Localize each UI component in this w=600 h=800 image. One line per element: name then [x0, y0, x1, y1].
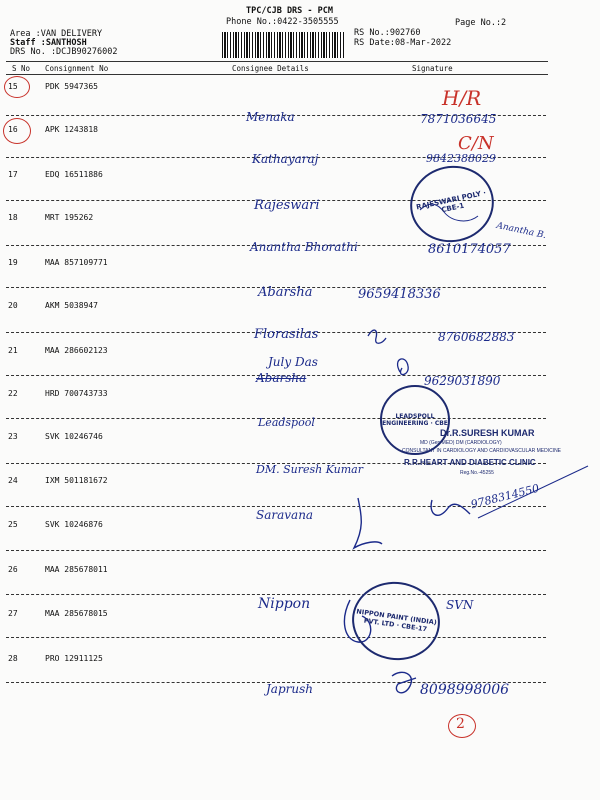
row-sno: 20 — [8, 301, 18, 310]
col-consignee: Consignee Details — [232, 64, 309, 73]
consignee-abarsha: Abarsha — [258, 285, 313, 300]
phone-japrush: 8098998006 — [420, 682, 510, 698]
signature-japrush — [392, 672, 416, 692]
signature-julydas — [398, 359, 409, 375]
signature-svn: SVN — [446, 598, 474, 612]
consignee-anantha: Anantha Bhorathi — [250, 240, 358, 254]
signature-saravana — [354, 498, 382, 548]
row-sno: 27 — [8, 609, 18, 618]
phone-kathayaraj: 9842388029 — [426, 152, 496, 165]
row-consignment: MAA 857109771 — [45, 258, 108, 267]
consignee-menaka: Menaka — [246, 110, 295, 124]
row-sno: 26 — [8, 565, 18, 574]
row-sno: 25 — [8, 520, 18, 529]
row-consignment: MRT 195262 — [45, 213, 94, 222]
row-consignment: SVK 10246876 — [45, 520, 103, 529]
consignee-julydas: July Das — [268, 355, 318, 369]
staff-label: Staff :SANTHOSH — [10, 38, 87, 48]
row-sno: 28 — [8, 654, 18, 663]
page-circle-number: 2 — [456, 716, 465, 732]
doctor-specialty-stamp: CONSULTANT IN CARDIOLOGY AND CARDIOVASCULAR MEDICINE — [402, 448, 562, 454]
phone-anantha: 8610174057 — [428, 242, 511, 257]
row-sno: 15 — [8, 82, 18, 91]
consignee-anantha-small: Anantha B. — [495, 220, 548, 242]
consignee-japrush: Japrush — [266, 682, 313, 696]
signature-flora — [368, 330, 386, 343]
consignee-nippon: Nippon — [258, 596, 311, 612]
row-consignment: APK 1243818 — [45, 125, 98, 134]
phone-suresh: 9788314550 — [469, 481, 541, 512]
area-label: Area :VAN DELIVERY — [10, 29, 103, 39]
rs-date: RS Date:08-Mar-2022 — [354, 38, 452, 48]
row-sno: 22 — [8, 389, 18, 398]
row-sno: 23 — [8, 432, 18, 441]
phone-abarsha: 9659418336 — [358, 287, 441, 302]
consignee-abarsha-struck: Abarsha — [256, 371, 307, 385]
col-signature: Signature — [412, 64, 453, 73]
row-consignment: PDK 5947365 — [45, 82, 98, 91]
row-consignment: HRD 700743733 — [45, 389, 108, 398]
phone-menaka: 7871036645 — [420, 112, 497, 126]
row-sno: 19 — [8, 258, 18, 267]
page-number: Page No.:2 — [455, 18, 507, 28]
consignee-leadspool: Leadspool — [258, 416, 315, 429]
rajeswari-poly-stamp: RAJESWARI POLY · CBE-1 — [403, 158, 501, 250]
phone-julydas: 9629031890 — [424, 374, 501, 388]
clinic-name-stamp: R.R.HEART AND DIABETIC CLINIC — [404, 458, 536, 467]
phone-flora: 8760682883 — [438, 330, 515, 344]
row-sno: 18 — [8, 213, 18, 222]
signature-suresh — [431, 500, 470, 515]
row-sno: 21 — [8, 346, 18, 355]
rs-number: RS No.:902760 — [354, 28, 421, 38]
row-consignment: IXM 501181672 — [45, 476, 108, 485]
signature-suresh-tail — [478, 466, 588, 518]
row-consignment: EDQ 16511886 — [45, 170, 103, 179]
col-sno: S No — [12, 64, 31, 73]
consignee-kathayaraj: Kathayaraj — [252, 152, 319, 166]
consignee-rajeswari: Rajeswari — [254, 198, 320, 213]
col-consignment: Consignment No — [45, 64, 109, 73]
sheet-title: TPC/CJB DRS - PCM — [246, 6, 333, 16]
row-sno: 17 — [8, 170, 18, 179]
row-consignment: AKM 5038947 — [45, 301, 98, 310]
row-consignment: PRO 12911125 — [45, 654, 103, 663]
row-sno: 24 — [8, 476, 18, 485]
doctor-name-stamp: Dr.R.SURESH KUMAR — [440, 428, 535, 438]
row-consignment: MAA 286602123 — [45, 346, 108, 355]
consignee-florasilas: Florasilas — [254, 327, 319, 342]
drs-number: DRS No. :DCJB90276002 — [10, 47, 118, 57]
row-sno: 16 — [8, 125, 18, 134]
clinic-reg-stamp: Reg.No.-45255 — [460, 470, 494, 476]
cn-note: C/N — [458, 133, 494, 154]
row-consignment: MAA 285678011 — [45, 565, 108, 574]
row-consignment: SVK 10246746 — [45, 432, 103, 441]
row-consignment: MAA 285678015 — [45, 609, 108, 618]
nippon-paint-stamp: NIPPON PAINT (INDIA) PVT. LTD · CBE-17 — [347, 576, 445, 665]
phone-number: Phone No.:0422-3505555 — [226, 17, 339, 27]
consignee-suresh: DM. Suresh Kumar — [256, 463, 363, 476]
leadspoll-stamp: LEADSPOLL ENGINEERING · CBE — [380, 385, 450, 455]
hr-note: H/R — [442, 86, 482, 110]
consignee-saravana: Saravana — [256, 508, 314, 522]
doctor-qualification-stamp: MD (Gen MED) DM (CARDIOLOGY) — [420, 440, 502, 446]
